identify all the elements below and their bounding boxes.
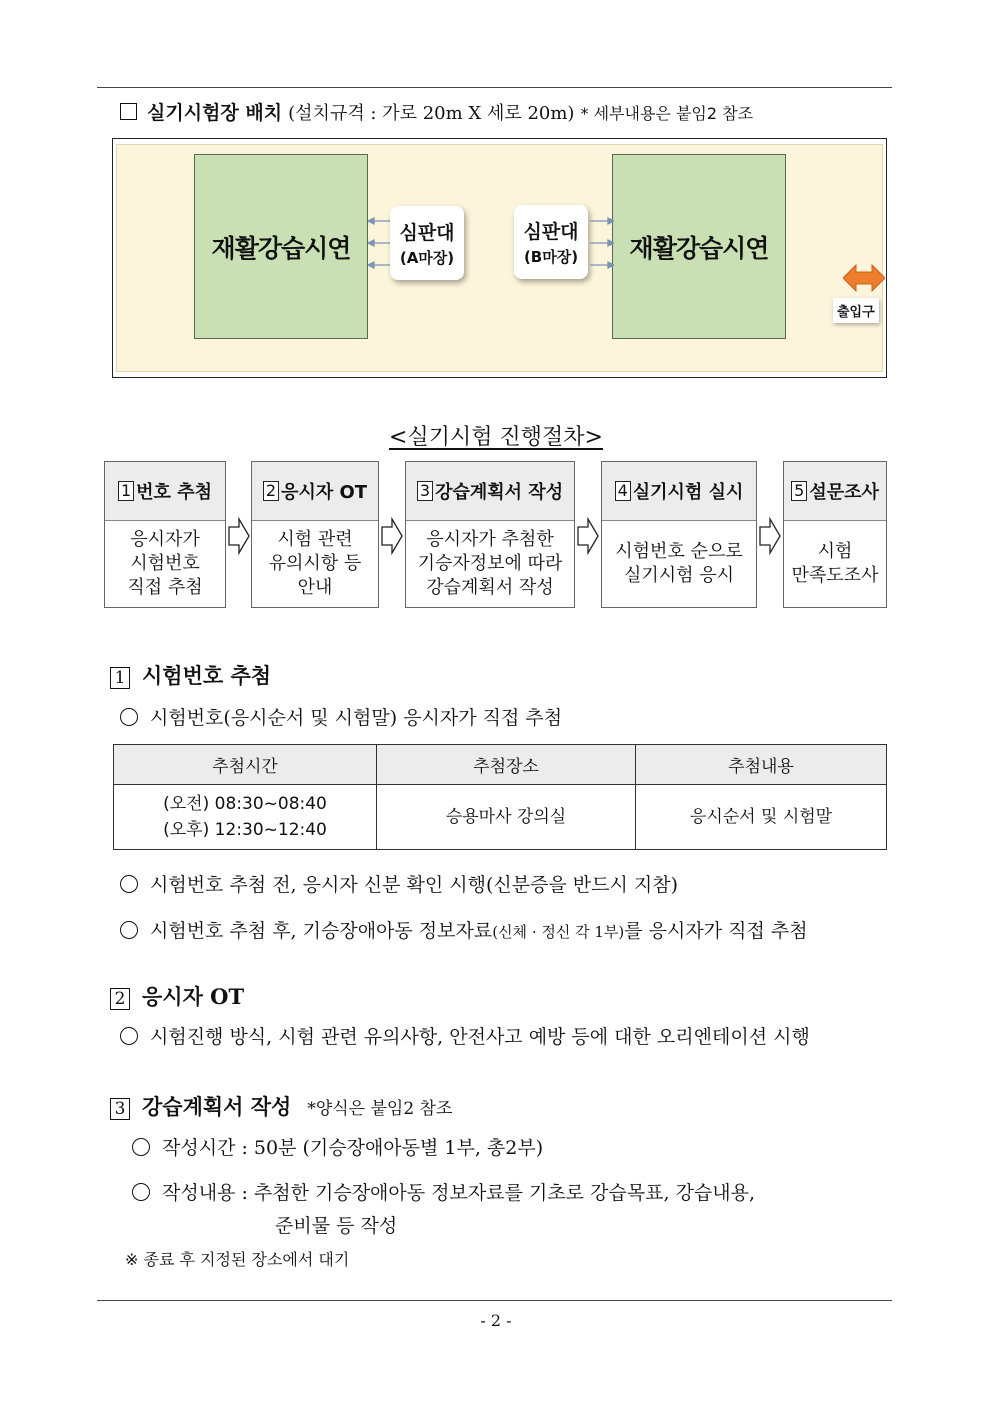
entrance-label: 출입구 [833,298,879,323]
circle-bullet-icon [120,1027,138,1045]
table-cell-content: 응시순서 및 시험말 [636,785,887,850]
circle-bullet-icon [120,708,138,726]
section-1-item-1-text: 시험번호(응시순서 및 시험말) 응시자가 직접 추첨 [150,707,563,729]
table-header-time: 추첨시간 [114,745,377,785]
judge-b-arrows-icon [588,213,614,269]
table-cell-time [114,785,377,850]
circle-bullet-icon [120,875,138,893]
section-1-item-3-a: 시험번호 추첨 후, 기승장애아동 정보자료 [150,920,493,942]
step-2-line2: 유의시항 등 [268,553,362,574]
judge-table-b [514,205,588,279]
step-4-header [602,462,756,521]
arrow-right-icon [577,517,599,555]
step-1-body [105,521,225,607]
table-header-content: 추첨내용 [636,745,887,785]
judge-b-label: 심판대 [523,221,579,243]
section-3-item-2 [132,1178,755,1205]
step-3-line2: 기승자정보에 따라 [417,553,563,574]
section-2-title: 응시자 OT [142,984,245,1009]
section-2-item-1 [120,1022,810,1049]
table-header-place: 추첨장소 [377,745,636,785]
step-4 [601,461,757,608]
step-5-title: 설문조사 [809,482,879,503]
section-2-num: 2 [110,988,130,1010]
step-2-num: 2 [263,481,279,501]
step-2-body [252,521,378,607]
time-pm: (오후) 12:30~12:40 [163,820,327,840]
step-5-line2: 만족도조사 [791,565,879,586]
step-4-line1: 시험번호 순으로 [615,541,743,562]
section-1-item-3-b: 를 응시자가 직접 추첨 [624,920,808,942]
judge-a-sub: (A마장) [399,249,455,267]
step-1-header [105,462,225,521]
circle-bullet-icon [132,1138,150,1156]
step-1-num: 1 [118,481,134,501]
floor-plan [112,138,887,378]
section-3-aside: *양식은 붙임2 참조 [307,1099,453,1119]
judge-b-sub: (B마장) [523,248,579,266]
step-4-title: 실기시험 실시 [632,482,744,503]
step-2-line1: 시험 관련 [277,529,353,550]
section-3-item-2-line1: 작성내용 : 추첨한 기승장애아동 정보자료를 기초로 강습목표, 강습내용, [162,1182,756,1204]
step-3-title: 강습계획서 작성 [435,482,564,503]
judge-a-label: 심판대 [399,222,455,244]
footnote: ※ 종료 후 지정된 장소에서 대기 [125,1250,350,1269]
section-1-item-3 [120,916,808,943]
section-1-item-3-small: (신체 · 정신 각 1부) [492,923,625,941]
step-2-header [252,462,378,521]
step-5-line1: 시험 [817,541,853,562]
step-3-line1: 응시자가 추첨한 [426,529,554,550]
bottom-rule [97,1300,892,1301]
judge-table-a [390,206,464,280]
section-1-num: 1 [110,667,130,689]
table-row [114,785,887,850]
layout-title: 실기시험장 배치 [147,102,283,124]
layout-note: * 세부내용은 붙임2 참조 [580,104,754,123]
step-3-line3: 강습계획서 작성 [426,577,554,598]
arrow-right-icon [381,517,403,555]
step-5 [783,461,887,608]
layout-spec: (설치규격 : 가로 20m X 세로 20m) [288,103,575,124]
page-number: - 2 - [480,1311,512,1330]
step-1 [104,461,226,608]
table-header-row [114,745,887,785]
arrow-right-icon [759,517,781,555]
step-4-num: 4 [615,481,631,501]
section-3-item-1-text: 작성시간 : 50분 (기승장애아동별 1부, 총2부) [162,1137,544,1159]
section-1-item-1 [120,703,562,730]
zone-b [612,154,786,339]
step-2 [251,461,379,608]
layout-heading [120,98,753,125]
procedure-title: <실기시험 진행절차> [389,425,603,450]
step-1-line3: 직접 추첨 [127,577,203,598]
step-2-line3: 안내 [297,577,333,598]
section-1-title: 시험번호 추첨 [142,663,272,688]
step-4-line2: 실기시험 응시 [623,565,735,586]
section-2-item-1-text: 시험진행 방식, 시험 관련 유의사항, 안전사고 예방 등에 대한 오리엔테이션 시행 [150,1026,810,1048]
time-am: (오전) 08:30~08:40 [163,794,327,814]
section-3-num: 3 [110,1098,130,1120]
step-3 [405,461,575,608]
zone-a-label: 재활강습시연 [211,233,351,263]
step-1-line1: 응시자가 [130,529,200,550]
table-cell-place: 승용마사 강의실 [377,785,636,850]
step-2-title: 응시자 OT [281,482,368,503]
step-3-num: 3 [417,481,433,501]
step-5-body [784,521,886,607]
section-3-item-2-cont: 준비물 등 작성 [275,1215,398,1237]
step-3-body [406,521,574,607]
zone-b-label: 재활강습시연 [629,233,769,263]
step-1-line2: 시험번호 [130,553,200,574]
draw-table [113,744,887,850]
step-4-body [602,521,756,607]
arrow-right-icon [228,517,250,555]
section-3-heading [110,1091,452,1121]
section-1-item-2 [120,870,678,897]
circle-bullet-icon [120,921,138,939]
circle-bullet-icon [132,1183,150,1201]
section-2-heading [110,981,244,1011]
step-5-num: 5 [791,481,807,501]
entrance-arrow-icon [843,262,885,294]
section-3-title: 강습계획서 작성 [142,1094,292,1119]
section-1-item-2-text: 시험번호 추첨 전, 응시자 신분 확인 시행(신분증을 반드시 지참) [150,874,679,896]
section-3-item-1 [132,1133,543,1160]
top-rule [97,87,892,88]
section-1-heading [110,660,271,690]
step-5-header [784,462,886,521]
floor-area [116,144,883,372]
checkbox-square-icon [120,103,137,120]
step-3-header [406,462,574,521]
zone-a [194,154,368,339]
step-1-title: 번호 추첨 [136,482,212,503]
